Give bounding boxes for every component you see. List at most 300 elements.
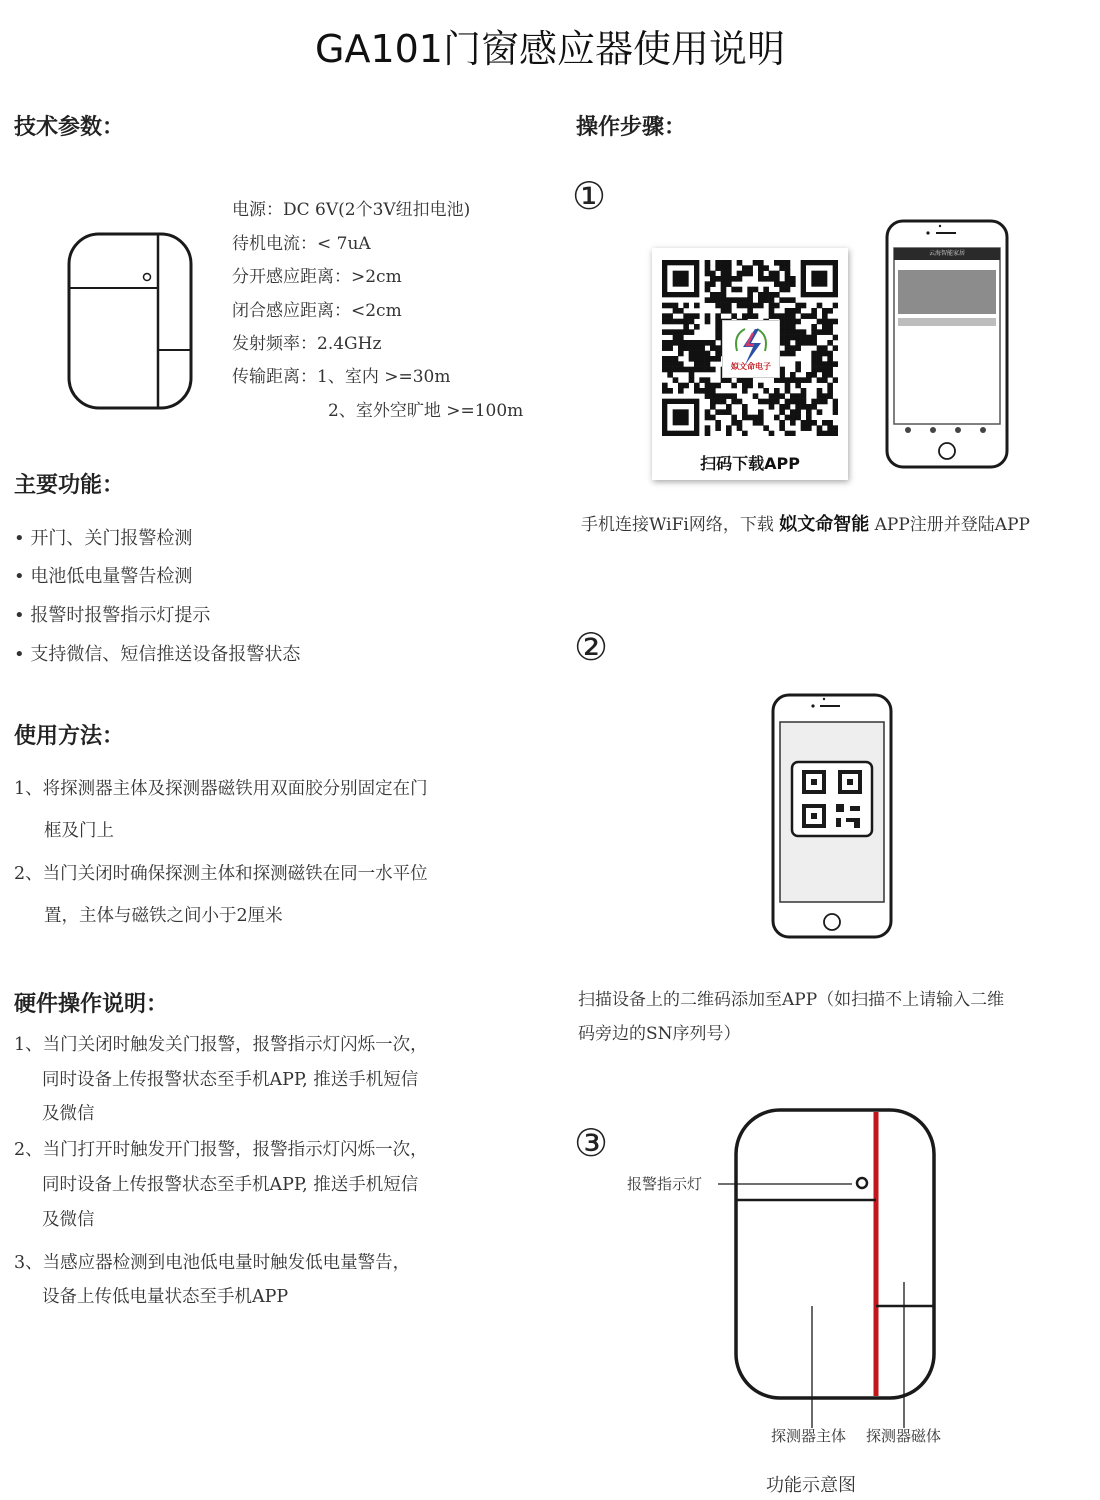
qr-module [758,399,764,405]
qr-module [758,383,764,389]
qr-module [833,303,838,309]
qr-module [705,409,711,415]
qr-module [769,308,775,314]
qr-module [678,329,684,335]
qr-module [662,383,668,389]
qr-module [801,377,807,383]
step3-number: ③ [574,1121,609,1165]
qr-module [705,425,711,431]
qr-module [715,409,721,415]
qr-module [683,313,689,319]
qr-module [694,361,700,367]
qr-module [737,260,743,266]
qr-module [667,388,673,394]
usage-line: 置，主体与磁铁之间小于2厘米 [44,906,283,926]
qr-module [801,329,807,335]
qr-module [742,415,748,421]
qr-module [801,388,807,394]
qr-module [689,351,695,357]
features-heading: 主要功能： [14,473,125,498]
qr-module [699,340,705,346]
qr-module [710,415,716,421]
qr-module [715,345,721,351]
qr-module [790,345,796,351]
qr-module [673,361,679,367]
qr-module [731,420,737,426]
qr-module [683,345,689,351]
spec-range-indoor: 传输距离：1、室内 >=30m [232,367,451,387]
qr-module [785,260,791,266]
qr-module [715,335,721,341]
qr-module [795,345,801,351]
qr-module [753,287,759,293]
qr-module [774,260,780,266]
qr-module [673,303,679,309]
qr-module [801,393,807,399]
qr-finder-center [811,271,827,287]
qr-module [683,303,689,309]
qr-module [715,420,721,426]
qr-module [827,388,833,394]
qr-module [694,345,700,351]
qr-module [795,393,801,399]
qr-module [758,265,764,271]
qr-caption: 扫码下载APP [700,454,800,473]
qr-module [662,388,668,394]
qr-module [827,425,833,431]
qr-module [774,399,780,405]
qr-module [699,345,705,351]
qr-module [662,356,668,362]
qr-module [705,415,711,421]
qr-module [705,281,711,287]
feature-item: • 支持微信、短信推送设备报警状态 [14,644,301,665]
qr-module [705,367,711,373]
qr-module [779,297,785,303]
qr-module [817,361,823,367]
qr-module [811,356,817,362]
qr-module [806,335,812,341]
qr-module [715,265,721,271]
qr-module [790,351,796,357]
qr-module [779,319,785,325]
qr-module [721,271,727,277]
qr-module [806,313,812,319]
qr-module [790,335,796,341]
step2-number: ② [574,625,609,669]
qr-module [662,367,668,373]
qr-module [811,367,817,373]
qr-module [683,383,689,389]
hardware-line: 1、当门关闭时触发关门报警，报警指示灯闪烁一次， [14,1035,428,1055]
qr-module [833,404,838,410]
qr-module [678,367,684,373]
qr-module [811,372,817,378]
qr-module [731,287,737,293]
qr-module [673,356,679,362]
qr-module [817,345,823,351]
usage-line: 1、将探测器主体及探测器磁铁用双面胶分别固定在门 [14,779,428,799]
qr-module [833,377,838,383]
qr-module [817,329,823,335]
qr-module [747,303,753,309]
qr-module [721,292,727,298]
qr-module [827,340,833,346]
qr-module [662,340,668,346]
usage-line: 2、当门关闭时确保探测主体和探测磁铁在同一水平位 [14,864,428,884]
spec-power: 电源：DC 6V(2个3V纽扣电池) [232,200,471,220]
qr-module [715,329,721,335]
qr-module [742,409,748,415]
qr-module [705,313,711,319]
step1-brand-name: 姒文命智能 [779,514,870,535]
qr-module [683,319,689,325]
qr-module [742,265,748,271]
qr-module [779,367,785,373]
qr-module [726,303,732,309]
qr-module [769,313,775,319]
qr-module [721,303,727,309]
qr-module [806,404,812,410]
qr-module [731,297,737,303]
qr-module [795,404,801,410]
qr-finder-center [673,409,689,425]
qr-module [785,404,791,410]
page-title: GA101门窗感应器使用说明 [315,27,785,71]
qr-module [731,399,737,405]
qr-module [774,276,780,282]
qr-module [811,324,817,330]
qr-module [689,313,695,319]
qr-module [774,271,780,277]
qr-module [790,313,796,319]
qr-module [673,329,679,335]
qr-module [667,313,673,319]
qr-module [790,319,796,325]
qr-module [785,287,791,293]
qr-module [747,377,753,383]
qr-module [705,287,711,293]
qr-module [817,431,823,436]
qr-module [721,281,727,287]
qr-module [769,431,775,436]
qr-module [817,356,823,362]
qr-module [673,308,679,314]
qr-module [737,425,743,431]
qr-module [747,265,753,271]
qr-module [742,383,748,389]
qr-module [790,281,796,287]
qr-module [806,425,812,431]
qr-finder-center [673,271,689,287]
qr-module [769,292,775,298]
qr-module [833,361,838,367]
qr-module [662,303,668,309]
qr-module [705,356,711,362]
qr-module [785,313,791,319]
qr-module [667,356,673,362]
qr-module [817,393,823,399]
qr-module [790,420,796,426]
sensor-function-diagram [700,1100,950,1410]
qr-module [827,393,833,399]
qr-module [774,388,780,394]
label-detector-magnet: 探测器磁体 [866,1427,942,1445]
qr-module [710,276,716,282]
qr-module [774,377,780,383]
qr-module [827,351,833,357]
qr-module [726,276,732,282]
qr-module [763,292,769,298]
qr-module [774,393,780,399]
qr-module [710,271,716,277]
qr-module [699,351,705,357]
qr-module [721,409,727,415]
qr-module [694,351,700,357]
qr-module [726,308,732,314]
qr-module [705,319,711,325]
qr-module [790,377,796,383]
qr-module [811,399,817,405]
qr-module [795,308,801,314]
phone-scan-illustration [770,692,896,942]
qr-module [822,361,828,367]
qr-module [721,265,727,271]
qr-module [779,335,785,341]
qr-module [822,313,828,319]
qr-module [747,383,753,389]
qr-module [699,367,705,373]
qr-module [779,324,785,330]
qr-module [785,308,791,314]
qr-module [811,308,817,314]
qr-module [779,260,785,266]
qr-module [753,260,759,266]
qr-module [822,377,828,383]
qr-module [822,324,828,330]
qr-module [742,404,748,410]
sensor-small-illustration [62,228,202,414]
hardware-line: 同时设备上传报警状态至手机APP, 推送手机短信 [42,1070,419,1090]
qr-module [779,287,785,293]
qr-module [737,303,743,309]
qr-module [801,340,807,346]
qr-module [705,297,711,303]
qr-module [806,420,812,426]
qr-module [779,420,785,426]
qr-module [710,367,716,373]
qr-module [689,319,695,325]
qr-module [726,271,732,277]
qr-module [726,265,732,271]
qr-module [795,303,801,309]
qr-module [785,335,791,341]
qr-logo [722,320,780,378]
qr-module [678,335,684,341]
qr-module [827,372,833,378]
qr-module [801,420,807,426]
qr-module [774,415,780,421]
qr-module [710,292,716,298]
qr-module [721,276,727,282]
qr-module [678,319,684,325]
qr-module [705,431,711,436]
qr-module [763,276,769,282]
qr-module [801,313,807,319]
spec-standby-current: 待机电流：< 7uA [232,234,371,254]
qr-module [662,361,668,367]
qr-module [683,329,689,335]
step1-text-after: APP注册并登陆APP [874,515,1030,535]
usage-line: 框及门上 [44,821,114,841]
qr-module [822,329,828,335]
qr-module [774,313,780,319]
spec-open-distance: 分开感应距离：>2cm [232,267,402,287]
qr-module [811,361,817,367]
qr-module [678,361,684,367]
qr-module [827,308,833,314]
qr-module [795,383,801,389]
qr-module [710,345,716,351]
qr-module [683,367,689,373]
qr-module [705,271,711,277]
qr-module [673,335,679,341]
qr-module [833,345,838,351]
qr-module [721,399,727,405]
qr-module [758,292,764,298]
qr-module [811,420,817,426]
steps-heading: 操作步骤： [576,115,687,140]
hardware-line: 及微信 [42,1104,95,1124]
label-detector-body: 探测器主体 [771,1427,847,1445]
qr-module [705,340,711,346]
qr-module [817,425,823,431]
qr-module [721,260,727,266]
qr-module [678,345,684,351]
qr-module [715,319,721,325]
qr-module [774,292,780,298]
qr-module [769,393,775,399]
qr-module [731,393,737,399]
qr-module [678,388,684,394]
qr-module [737,287,743,293]
qr-module [785,383,791,389]
qr-module [699,356,705,362]
qr-module [827,356,833,362]
qr-module [779,404,785,410]
qr-module [737,276,743,282]
qr-module [785,265,791,271]
qr-module [790,409,796,415]
qr-module [737,297,743,303]
hardware-line: 设备上传低电量状态至手机APP [42,1287,289,1307]
qr-module [822,345,828,351]
qr-module [785,340,791,346]
feature-item: • 开门、关门报警检测 [14,528,193,549]
qr-module [827,431,833,436]
qr-module [747,308,753,314]
qr-module [806,372,812,378]
qr-module [710,399,716,405]
qr-module [742,431,748,436]
qr-module [763,265,769,271]
qr-module [742,303,748,309]
hardware-line: 2、当门打开时触发开门报警，报警指示灯闪烁一次， [14,1140,428,1160]
qr-module [827,367,833,373]
qr-module [694,356,700,362]
qr-module [785,281,791,287]
qr-module [742,377,748,383]
qr-module [774,281,780,287]
qr-module [694,324,700,330]
qr-module [683,340,689,346]
qr-module [694,313,700,319]
qr-module [758,415,764,421]
qr-module [822,399,828,405]
qr-module [774,303,780,309]
qr-module [763,388,769,394]
qr-module [715,276,721,282]
qr-module [769,271,775,277]
qr-module [827,420,833,426]
qr-module [785,351,791,357]
function-diagram-caption: 功能示意图 [766,1475,856,1496]
qr-module [811,335,817,341]
qr-module [785,297,791,303]
qr-module [769,276,775,282]
qr-module [721,393,727,399]
qr-module [721,287,727,293]
qr-module [817,399,823,405]
qr-module [806,415,812,421]
feature-item: • 报警时报警指示灯提示 [14,605,211,626]
qr-module [758,271,764,277]
qr-module [742,388,748,394]
qr-module [790,324,796,330]
qr-module [705,361,711,367]
qr-module [662,313,668,319]
qr-module [827,383,833,389]
qr-module [737,399,743,405]
qr-module [790,431,796,436]
qr-module [817,351,823,357]
qr-module [785,324,791,330]
qr-module [817,409,823,415]
qr-module [721,297,727,303]
qr-module [710,281,716,287]
qr-module [667,372,673,378]
qr-module [758,276,764,282]
qr-module [785,431,791,436]
qr-module [710,297,716,303]
step1-text-before: 手机连接WiFi网络，下载 [581,515,774,535]
qr-logo-text: 姒文命电子 [731,362,771,371]
qr-module [822,308,828,314]
qr-module [726,404,732,410]
qr-module [785,276,791,282]
qr-module [710,340,716,346]
qr-module [742,313,748,319]
qr-module [758,260,764,266]
qr-module [667,340,673,346]
qr-module [769,404,775,410]
qr-module [785,271,791,277]
qr-module [747,271,753,277]
qr-module [763,297,769,303]
qr-module [747,313,753,319]
qr-module [689,372,695,378]
qr-module [758,420,764,426]
